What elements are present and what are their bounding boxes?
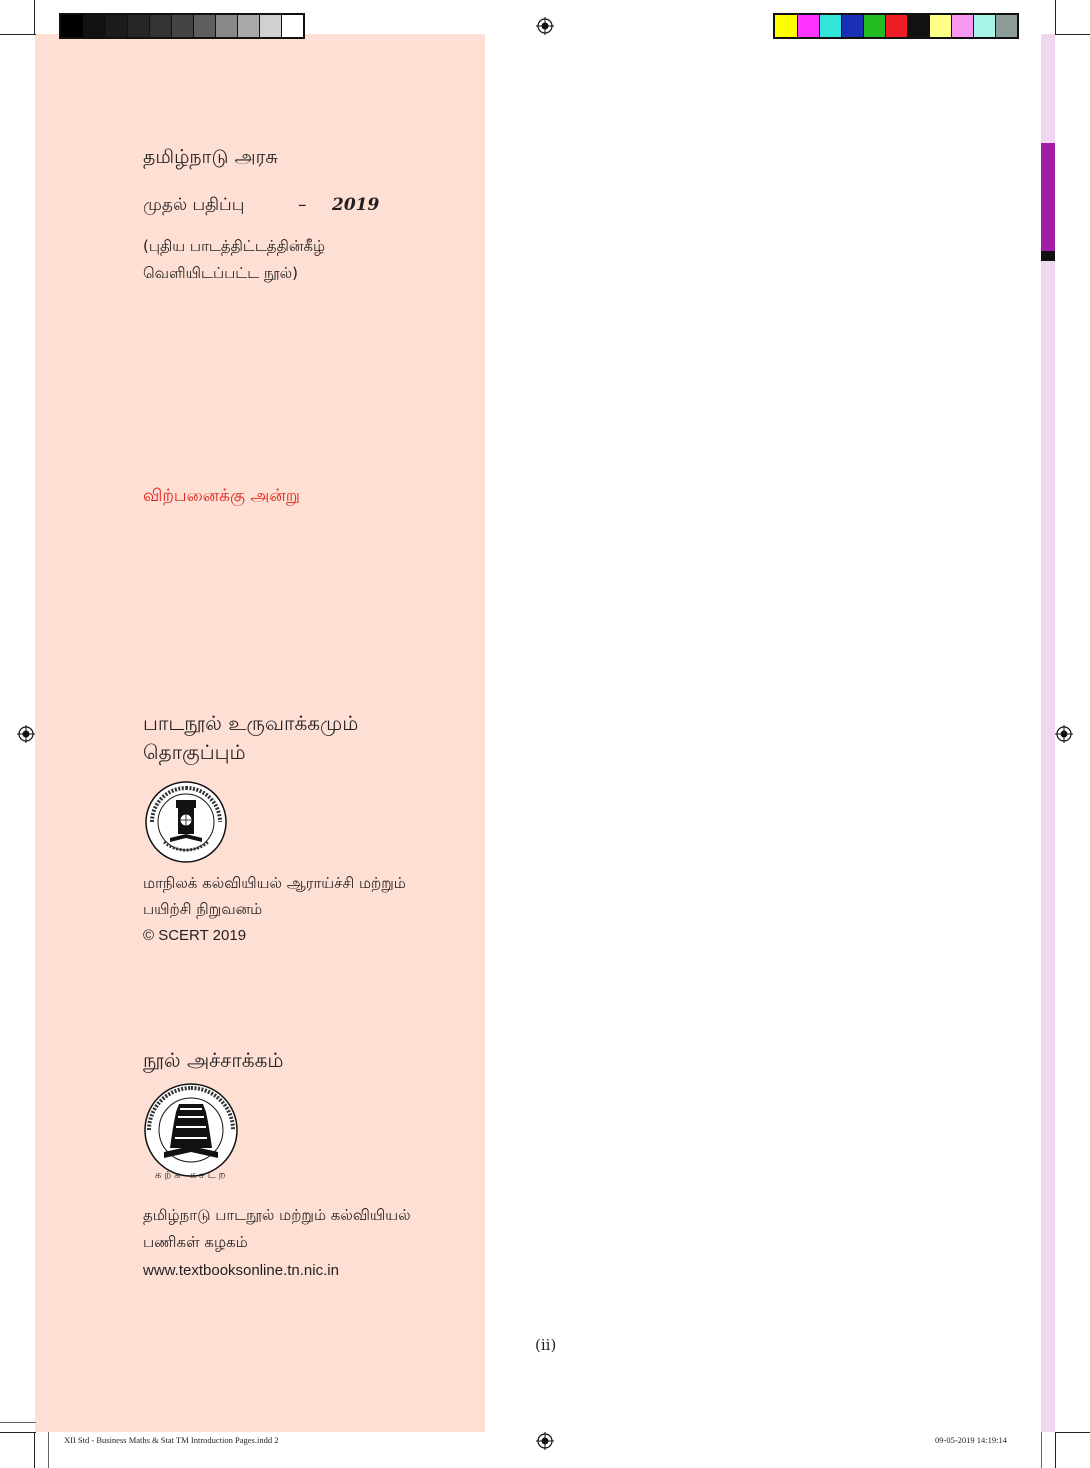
corporation-name-line2: பணிகள் கழகம்	[143, 1233, 248, 1251]
color-swatch	[83, 15, 105, 37]
process-color-bar	[773, 13, 1019, 39]
website-url: www.textbooksonline.tn.nic.in	[143, 1262, 339, 1279]
not-for-sale: விற்பனைக்கு அன்று	[143, 486, 301, 506]
edition-note-line2: வெளியிடப்பட்ட நூல்)	[143, 264, 298, 282]
slug-filename: XII Std - Business Maths & Stat TM Introduction Pages.indd 2	[64, 1435, 279, 1445]
page-number: (ii)	[535, 1336, 557, 1354]
registration-mark-icon	[536, 1432, 554, 1450]
color-swatch	[973, 15, 995, 37]
scert-name-line1: மாநிலக் கல்வியியல் ஆராய்ச்சி மற்றும்	[143, 874, 406, 892]
color-swatch	[215, 15, 237, 37]
color-swatch	[951, 15, 973, 37]
scert-emblem-icon	[144, 780, 228, 864]
color-swatch	[105, 15, 127, 37]
color-swatch	[841, 15, 863, 37]
edition-note-line1: (புதிய பாடத்திட்டத்தின்கீழ்	[143, 237, 326, 255]
government-title: தமிழ்நாடு அரசு	[143, 146, 278, 168]
registration-mark-icon	[17, 725, 35, 743]
edition-label: முதல் பதிப்பு	[143, 195, 245, 215]
color-swatch	[995, 15, 1017, 37]
preparation-heading-line1: பாடநூல் உருவாக்கமும்	[143, 711, 359, 735]
color-swatch	[127, 15, 149, 37]
scert-copyright: © SCERT 2019	[143, 927, 247, 944]
color-swatch	[171, 15, 193, 37]
edition-dash: –	[298, 195, 307, 215]
preparation-heading-line2: தொகுப்பும்	[143, 740, 246, 764]
side-tab-accent	[1041, 143, 1055, 251]
color-swatch	[819, 15, 841, 37]
color-swatch	[797, 15, 819, 37]
color-swatch	[149, 15, 171, 37]
color-swatch	[281, 15, 303, 37]
color-swatch	[885, 15, 907, 37]
color-swatch	[193, 15, 215, 37]
color-swatch	[907, 15, 929, 37]
color-swatch	[775, 15, 797, 37]
color-swatch	[61, 15, 83, 37]
edition-year: 2019	[332, 195, 380, 215]
registration-mark-icon	[1055, 725, 1073, 743]
grayscale-color-bar	[59, 13, 305, 39]
slug-datetime: 09-05-2019 14:19:14	[935, 1435, 1008, 1445]
color-swatch	[929, 15, 951, 37]
scert-name-line2: பயிற்சி நிறுவனம்	[143, 900, 263, 918]
emblem-caption: கற்க கசடற	[155, 1170, 229, 1181]
color-swatch	[259, 15, 281, 37]
printing-heading: நூல் அச்சாக்கம்	[143, 1048, 284, 1072]
side-tab-marker	[1041, 251, 1055, 261]
color-swatch	[863, 15, 885, 37]
registration-mark-icon	[536, 17, 554, 35]
corporation-name-line1: தமிழ்நாடு பாடநூல் மற்றும் கல்வியியல்	[143, 1206, 411, 1224]
color-swatch	[237, 15, 259, 37]
